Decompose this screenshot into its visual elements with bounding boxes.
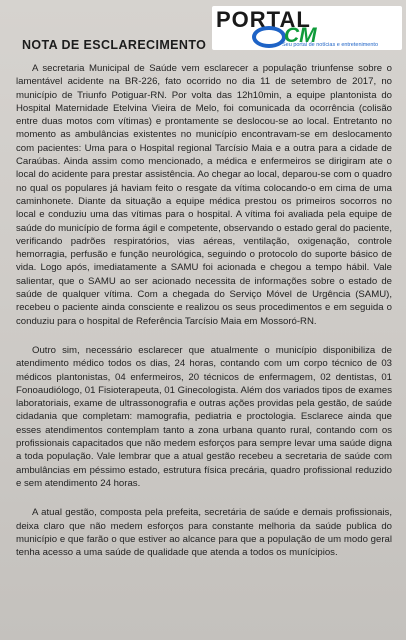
paragraph-1: A secretaria Municipal de Saúde vem esclarecer a população triunfense sobre o lamentável acidente na BR-226, fato ocorrido no dia 11 de setembro de 2017, no município de Triunfo Potiguar-RN. Por volta das 12h10min, a equipe plantonista do Hospital Maternidade Etelvina Vieira de Melo, foi comunicada da ocorrência (colisão entre duas motos com vítimas) e prontamente se deslocou-se ao local. Entretanto no momento as ambulâncias existentes no município encontravam-se em deslocamento com pacientes: Uma para o Hospital regional Tarcísio Maia e a outra para a cidade de Caraúbas. Ainda assim como mencionado, a médica e enfermeiros se dirigiram ate o local do acidente para prestar assistência. Ao chegar ao local, deparou-se com o quadro no qual os populares já haviam feito o resgate da vítima colocando-o em cima de uma caminhonete. Diante da situação a equipe médica prestou os primeiros socorros no local e conduziu uma das vítimas para o hospital. A vítima foi avaliada pela equipe de saúde do município de forma ágil e competente, observando o estado geral do paciente, verificando padrões respiratórios, vias aéreas, ventilação, oxigenação, controle hemorragia, perfusão e função neurológica, seguindo o protocolo do suporte básico de vida. Logo após, imediatamente a SAMU foi acionada e chegou a tempo hábil. Vale salientar, que o SAMU ao ser acionado necessita de informações sobre o estado de saúde de qualquer vítima. Com a chegada do Serviço Móvel de Urgência (SAMU), recebeu o paciente ainda consciente e realizou os seus procedimentos e em seguida o conduziu para o hospital de Referência Tarcísio Maia em Mossoró-RN.	[16, 63, 393, 327]
logo-ring-icon	[252, 26, 286, 48]
paragraph-2: Outro sim, necessário esclarecer que atualmente o município disponibiliza de atendimento médico todos os dias, 24 horas, contando com um corpo técnico de 03 médicos plantonistas, 04 enfermeiros, 20 técnicos de enfermagem, 02 dentistas, 01 Fonoaudiólogo, 01 Fisioterapeuta, 01 Ginecologista. Além dos variados tipos de exames laboratoriais, exame de ultrassonografia e outras ações providas pela gestão, de saúde cidadania que completam: mamografia, pediatria e proctologia. Esclarece ainda que esses atendimentos contemplam tanto a zona urbana quanto rural, contando com os profissionais capacitados que não medem esforços para sempre levar uma saúde digna a toda população. Vale lembrar que a atual gestão recebeu a secretaria de saúde com ambulâncias em péssimo estado, estrutura física precária, quadro profissional reduzido e sem atendimento 24 horas.	[16, 344, 392, 489]
portal-cm-logo	[212, 6, 402, 50]
paragraph-3: A atual gestão, composta pela prefeita, secretária de saúde e demais profissionais, deixa claro que não medem esforços para constante melhoria da saúde publica do município e que farão o que estiver ao alcance para que a população de um modo geral tenha acesso a uma saúde de qualidade que atenda a todos os munícipios.	[16, 507, 392, 559]
logo-tagline: Seu portal de notícias e entretenimento	[282, 42, 379, 48]
logo-cm-text: CM	[284, 24, 317, 47]
logo-portal-text: PORTAL	[216, 7, 311, 32]
document-title: NOTA DE ESCLARECIMENTO	[22, 38, 207, 52]
document-body	[16, 62, 392, 571]
